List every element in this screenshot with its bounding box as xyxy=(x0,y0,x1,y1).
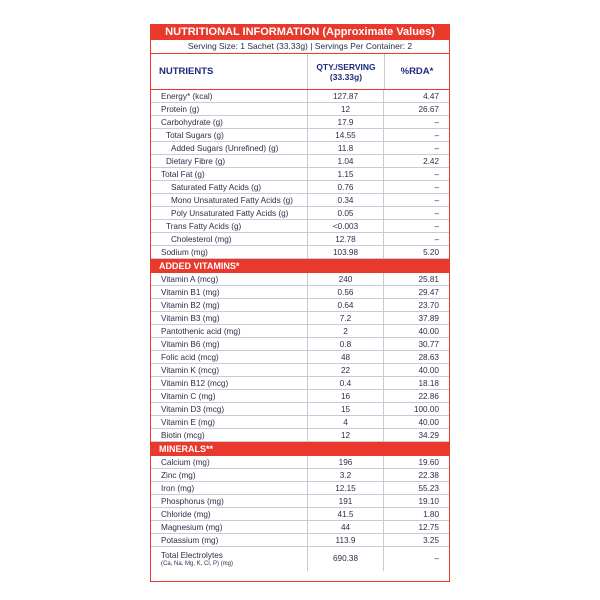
nutrient-name: Biotin (mcg) xyxy=(161,431,205,440)
serving-info: Serving Size: 1 Sachet (33.33g) | Servings Per Container: 2 xyxy=(151,40,449,54)
table-row xyxy=(151,351,449,364)
nutrient-rda: 1.80 xyxy=(383,508,449,520)
minerals-section xyxy=(151,456,449,547)
nutrient-qty: 15 xyxy=(307,403,383,415)
table-row xyxy=(151,390,449,403)
nutrient-qty: 41.5 xyxy=(307,508,383,520)
electrolytes-qty: 690.38 xyxy=(307,547,383,571)
nutrient-rda: – xyxy=(383,142,449,154)
minerals-section-title: MINERALS** xyxy=(151,442,449,456)
nutrient-name: Energy* (kcal) xyxy=(161,92,213,101)
nutrient-name: Vitamin B3 (mg) xyxy=(161,314,220,323)
table-row xyxy=(151,312,449,325)
nutrient-qty: 48 xyxy=(307,351,383,363)
panel-title: NUTRITIONAL INFORMATION (Approximate Values) xyxy=(151,25,449,40)
header-rda: %RDA* xyxy=(384,54,449,89)
electrolytes-sub: (Ca, Na, Mg, K, Cl, P) (mg) xyxy=(161,560,234,567)
table-row xyxy=(151,116,449,129)
nutrient-rda: 34.29 xyxy=(383,429,449,441)
nutrient-rda: 55.23 xyxy=(383,482,449,494)
nutrient-qty: 14.55 xyxy=(307,129,383,141)
nutrition-panel xyxy=(150,24,450,582)
nutrient-qty: 0.64 xyxy=(307,299,383,311)
nutrient-qty: 44 xyxy=(307,521,383,533)
nutrient-qty: 16 xyxy=(307,390,383,402)
table-row xyxy=(151,377,449,390)
nutrient-rda: – xyxy=(383,233,449,245)
nutrient-name: Magnesium (mg) xyxy=(161,523,223,532)
electrolytes-name: Total Electrolytes xyxy=(161,550,223,560)
nutrient-qty: 127.87 xyxy=(307,90,383,102)
nutrient-qty: 3.2 xyxy=(307,469,383,481)
nutrient-qty: 11.8 xyxy=(307,142,383,154)
nutrient-rda: 25.81 xyxy=(383,273,449,285)
nutrient-name: Vitamin E (mg) xyxy=(161,418,215,427)
nutrient-qty: 7.2 xyxy=(307,312,383,324)
nutrient-name: Carbohydrate (g) xyxy=(161,118,223,127)
table-row xyxy=(151,534,449,547)
nutrient-rda: – xyxy=(383,116,449,128)
nutrient-rda: 23.70 xyxy=(383,299,449,311)
nutrient-rda: – xyxy=(383,181,449,193)
nutrient-rda: 19.60 xyxy=(383,456,449,468)
table-row xyxy=(151,181,449,194)
nutrient-name: Poly Unsaturated Fatty Acids (g) xyxy=(171,209,289,218)
nutrient-rda: 40.00 xyxy=(383,325,449,337)
nutrient-qty: 0.8 xyxy=(307,338,383,350)
nutrient-rda: 22.38 xyxy=(383,469,449,481)
table-row xyxy=(151,508,449,521)
table-row xyxy=(151,325,449,338)
table-row xyxy=(151,338,449,351)
nutrient-qty: 22 xyxy=(307,364,383,376)
table-row xyxy=(151,495,449,508)
table-row xyxy=(151,194,449,207)
nutrient-qty: 12 xyxy=(307,429,383,441)
nutrient-name: Added Sugars (Unrefined) (g) xyxy=(171,144,279,153)
nutrient-qty: 113.9 xyxy=(307,534,383,546)
table-row-electrolytes xyxy=(151,547,449,571)
nutrient-name: Total Sugars (g) xyxy=(166,131,224,140)
header-nutrients: NUTRIENTS xyxy=(159,66,214,77)
nutrient-name: Saturated Fatty Acids (g) xyxy=(171,183,262,192)
nutrient-name: Dietary Fibre (g) xyxy=(166,157,226,166)
table-row xyxy=(151,129,449,142)
nutrient-name: Potassium (mg) xyxy=(161,536,219,545)
header-qty-line2: (33.33g) xyxy=(329,71,363,82)
nutrient-rda: 2.42 xyxy=(383,155,449,167)
nutrient-qty: 196 xyxy=(307,456,383,468)
nutrient-rda: 29.47 xyxy=(383,286,449,298)
nutrient-rda: 3.25 xyxy=(383,534,449,546)
table-row xyxy=(151,207,449,220)
nutrient-qty: <0.003 xyxy=(307,220,383,232)
nutrient-name: Iron (mg) xyxy=(161,484,195,493)
nutrient-name: Folic acid (mcg) xyxy=(161,353,219,362)
table-row xyxy=(151,233,449,246)
nutrient-qty: 191 xyxy=(307,495,383,507)
nutrient-qty: 0.76 xyxy=(307,181,383,193)
nutrient-qty: 1.15 xyxy=(307,168,383,180)
table-header xyxy=(151,54,449,90)
nutrient-name: Vitamin B6 (mg) xyxy=(161,340,220,349)
nutrients-section xyxy=(151,90,449,259)
table-row xyxy=(151,246,449,259)
nutrient-name: Vitamin B1 (mg) xyxy=(161,288,220,297)
nutrient-qty: 2 xyxy=(307,325,383,337)
table-row xyxy=(151,103,449,116)
nutrient-name: Trans Fatty Acids (g) xyxy=(166,222,242,231)
nutrient-rda: 5.20 xyxy=(383,246,449,258)
nutrient-name: Vitamin A (mcg) xyxy=(161,275,219,284)
nutrient-rda: – xyxy=(383,168,449,180)
nutrient-name: Vitamin D3 (mcg) xyxy=(161,405,225,414)
nutrient-name: Vitamin C (mg) xyxy=(161,392,216,401)
table-row xyxy=(151,168,449,181)
table-row xyxy=(151,220,449,233)
table-row xyxy=(151,469,449,482)
nutrient-qty: 0.56 xyxy=(307,286,383,298)
nutrient-name: Mono Unsaturated Fatty Acids (g) xyxy=(171,196,293,205)
nutrient-qty: 0.34 xyxy=(307,194,383,206)
nutrient-rda: 4.47 xyxy=(383,90,449,102)
nutrient-rda: 30.77 xyxy=(383,338,449,350)
nutrient-qty: 240 xyxy=(307,273,383,285)
nutrient-qty: 4 xyxy=(307,416,383,428)
electrolytes-rda: – xyxy=(383,547,449,571)
nutrient-name: Calcium (mg) xyxy=(161,458,210,467)
nutrient-name: Total Fat (g) xyxy=(161,170,205,179)
nutrient-rda: – xyxy=(383,207,449,219)
table-row xyxy=(151,521,449,534)
nutrient-qty: 12 xyxy=(307,103,383,115)
nutrient-name: Vitamin B2 (mg) xyxy=(161,301,220,310)
nutrient-name: Protein (g) xyxy=(161,105,200,114)
nutrient-rda: 40.00 xyxy=(383,364,449,376)
nutrient-qty: 0.4 xyxy=(307,377,383,389)
table-row xyxy=(151,403,449,416)
nutrient-name: Cholesterol (mg) xyxy=(171,235,232,244)
table-row xyxy=(151,286,449,299)
nutrient-name: Sodium (mg) xyxy=(161,248,208,257)
table-row xyxy=(151,299,449,312)
table-row xyxy=(151,273,449,286)
nutrient-name: Vitamin B12 (mcg) xyxy=(161,379,229,388)
header-qty-line1: QTY./SERVING xyxy=(316,61,376,72)
nutrient-rda: – xyxy=(383,220,449,232)
table-row xyxy=(151,364,449,377)
vitamins-section xyxy=(151,273,449,442)
nutrient-rda: 22.86 xyxy=(383,390,449,402)
header-qty xyxy=(307,54,384,89)
nutrient-rda: – xyxy=(383,194,449,206)
nutrient-qty: 0.05 xyxy=(307,207,383,219)
table-row xyxy=(151,416,449,429)
nutrient-rda: 19.10 xyxy=(383,495,449,507)
nutrient-rda: – xyxy=(383,129,449,141)
nutrient-rda: 100.00 xyxy=(383,403,449,415)
nutrient-name: Zinc (mg) xyxy=(161,471,196,480)
nutrient-rda: 12.75 xyxy=(383,521,449,533)
nutrient-rda: 28.63 xyxy=(383,351,449,363)
nutrient-name: Phosphorus (mg) xyxy=(161,497,224,506)
nutrient-rda: 18.18 xyxy=(383,377,449,389)
nutrient-rda: 40.00 xyxy=(383,416,449,428)
table-row xyxy=(151,429,449,442)
nutrient-name: Chloride (mg) xyxy=(161,510,211,519)
table-row xyxy=(151,482,449,495)
table-row xyxy=(151,142,449,155)
table-row xyxy=(151,90,449,103)
nutrient-qty: 1.04 xyxy=(307,155,383,167)
nutrient-qty: 17.9 xyxy=(307,116,383,128)
nutrient-rda: 37.89 xyxy=(383,312,449,324)
nutrient-name: Vitamin K (mcg) xyxy=(161,366,220,375)
table-row xyxy=(151,456,449,469)
nutrient-name: Pantothenic acid (mg) xyxy=(161,327,241,336)
table-row xyxy=(151,155,449,168)
nutrient-qty: 103.98 xyxy=(307,246,383,258)
vitamins-section-title: ADDED VITAMINS* xyxy=(151,259,449,273)
nutrient-rda: 26.67 xyxy=(383,103,449,115)
nutrient-qty: 12.15 xyxy=(307,482,383,494)
nutrient-qty: 12.78 xyxy=(307,233,383,245)
